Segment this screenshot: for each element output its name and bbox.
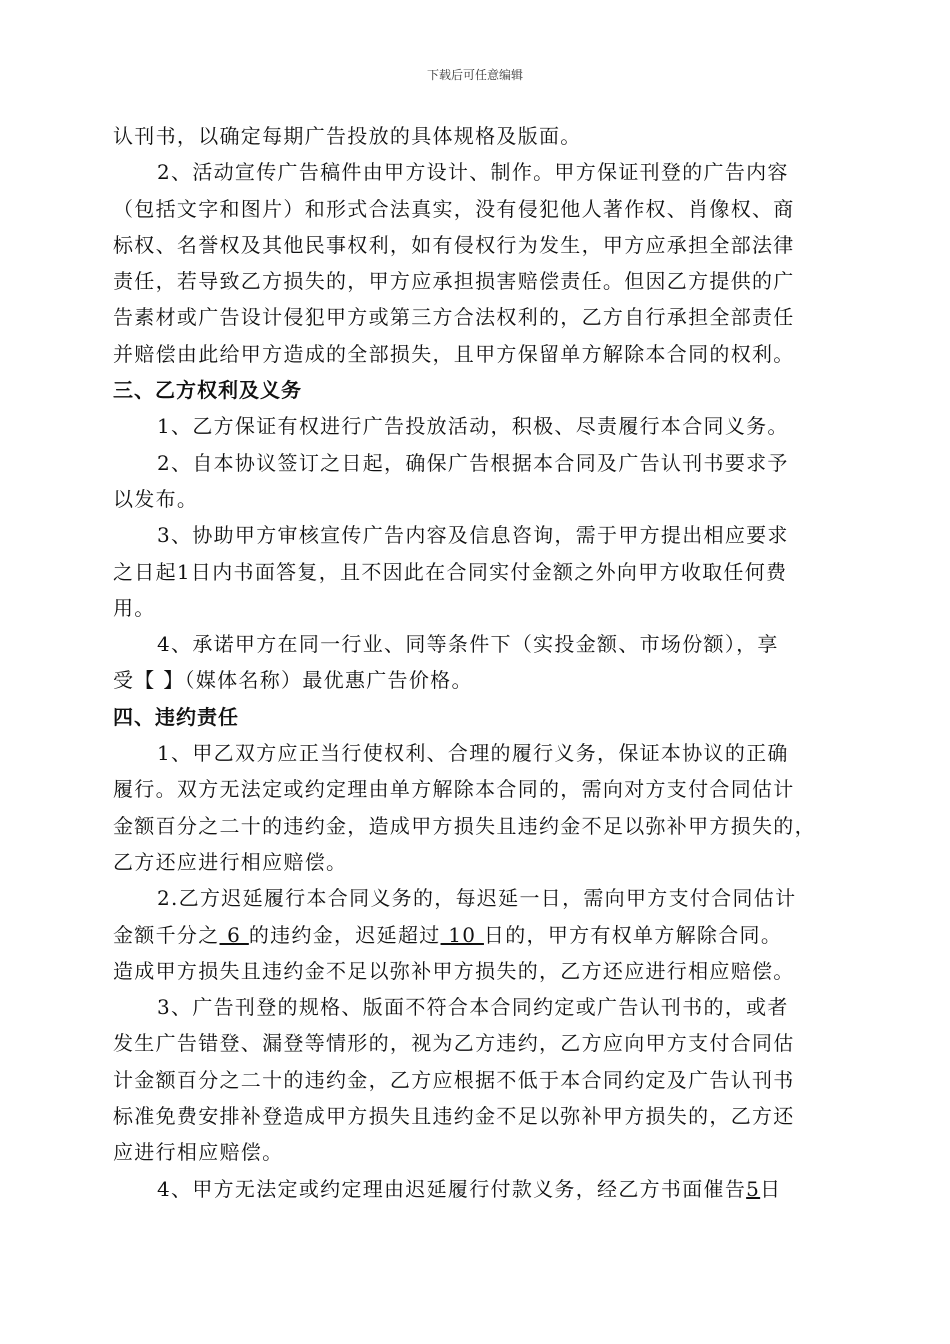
text-line: 乙方还应进行相应赔偿。 — [113, 849, 348, 874]
section-heading: 四、违约责任 — [113, 704, 239, 729]
underlined-value: 10 — [440, 922, 484, 947]
text-line: 1、甲乙双方应正当行使权利、合理的履行义务，保证本协议的正确 — [157, 741, 789, 766]
section-heading: 三、乙方权利及义务 — [113, 378, 302, 403]
underlined-value: 5 — [746, 1176, 761, 1201]
text-span: 日的，甲方有权单方解除合同。 — [483, 922, 783, 947]
text-span: 的违约金，迟延超过 — [248, 922, 441, 947]
text-line: 1、乙方保证有权进行广告投放活动，积极、尽责履行本合同义务。 — [157, 414, 789, 439]
text-line: 4、承诺甲方在同一行业、同等条件下（实投金额、市场份额），享 — [157, 632, 779, 657]
document-body — [113, 118, 853, 1207]
text-line: 2.乙方迟延履行本合同义务的，每迟延一日，需向甲方支付合同估计 — [157, 886, 797, 911]
text-line: 之日起1日内书面答复，且不因此在合同实付金额之外向甲方收取任何费 — [113, 559, 788, 584]
text-line — [113, 917, 853, 953]
text-line: 以发布。 — [113, 486, 199, 511]
text-line: 2、自本协议签订之日起，确保广告根据本合同及广告认刊书要求予 — [157, 450, 789, 475]
text-line: 责任，若导致乙方损失的，甲方应承担损害赔偿责任。但因乙方提供的广 — [113, 269, 795, 294]
text-line: 履行。双方无法定或约定理由单方解除本合同的，需向对方支付合同估计 — [113, 777, 795, 802]
text-span: 日 — [760, 1176, 782, 1201]
text-line: 3、协助甲方审核宣传广告内容及信息咨询，需于甲方提出相应要求 — [157, 523, 789, 548]
text-line: 发生广告错登、漏登等情形的，视为乙方违约，乙方应向甲方支付合同估 — [113, 1031, 795, 1056]
text-line: 认刊书，以确定每期广告投放的具体规格及版面。 — [113, 124, 582, 148]
text-line: （包括文字和图片）和形式合法真实，没有侵犯他人著作权、肖像权、商 — [113, 196, 795, 221]
text-line: 3、广告刊登的规格、版面不符合本合同约定或广告认刊书的，或者 — [157, 995, 789, 1020]
text-line: 2、活动宣传广告稿件由甲方设计、制作。甲方保证刊登的广告内容 — [157, 160, 789, 185]
text-line: 并赔偿由此给甲方造成的全部损失，且甲方保留单方解除本合同的权利。 — [113, 341, 795, 366]
text-line: 标权、名誉权及其他民事权利，如有侵权行为发生，甲方应承担全部法律 — [113, 232, 795, 257]
text-span: 金额千分之 — [113, 922, 220, 947]
text-line: 金额百分之二十的违约金，造成甲方损失且违约金不足以弥补甲方损失的， — [113, 813, 816, 838]
underlined-value: 6 — [219, 922, 249, 947]
text-line: 应进行相应赔偿。 — [113, 1140, 284, 1165]
text-line: 受【 】（媒体名称）最优惠广告价格。 — [113, 668, 473, 693]
text-line: 造成甲方损失且违约金不足以弥补甲方损失的，乙方还应进行相应赔偿。 — [113, 958, 795, 983]
text-line: 计金额百分之二十的违约金，乙方应根据不低于本合同约定及广告认刊书 — [113, 1067, 795, 1092]
text-line: 标准免费安排补登造成甲方损失且违约金不足以弥补甲方损失的，乙方还 — [113, 1104, 795, 1129]
page-header: 下载后可任意编辑 — [426, 68, 523, 82]
text-span: 4、甲方无法定或约定理由迟延履行付款义务，经乙方书面催告 — [157, 1176, 747, 1201]
text-line: 告素材或广告设计侵犯甲方或第三方合法权利的，乙方自行承担全部责任 — [113, 305, 795, 330]
text-line — [113, 1171, 853, 1207]
text-line: 用。 — [113, 595, 156, 620]
